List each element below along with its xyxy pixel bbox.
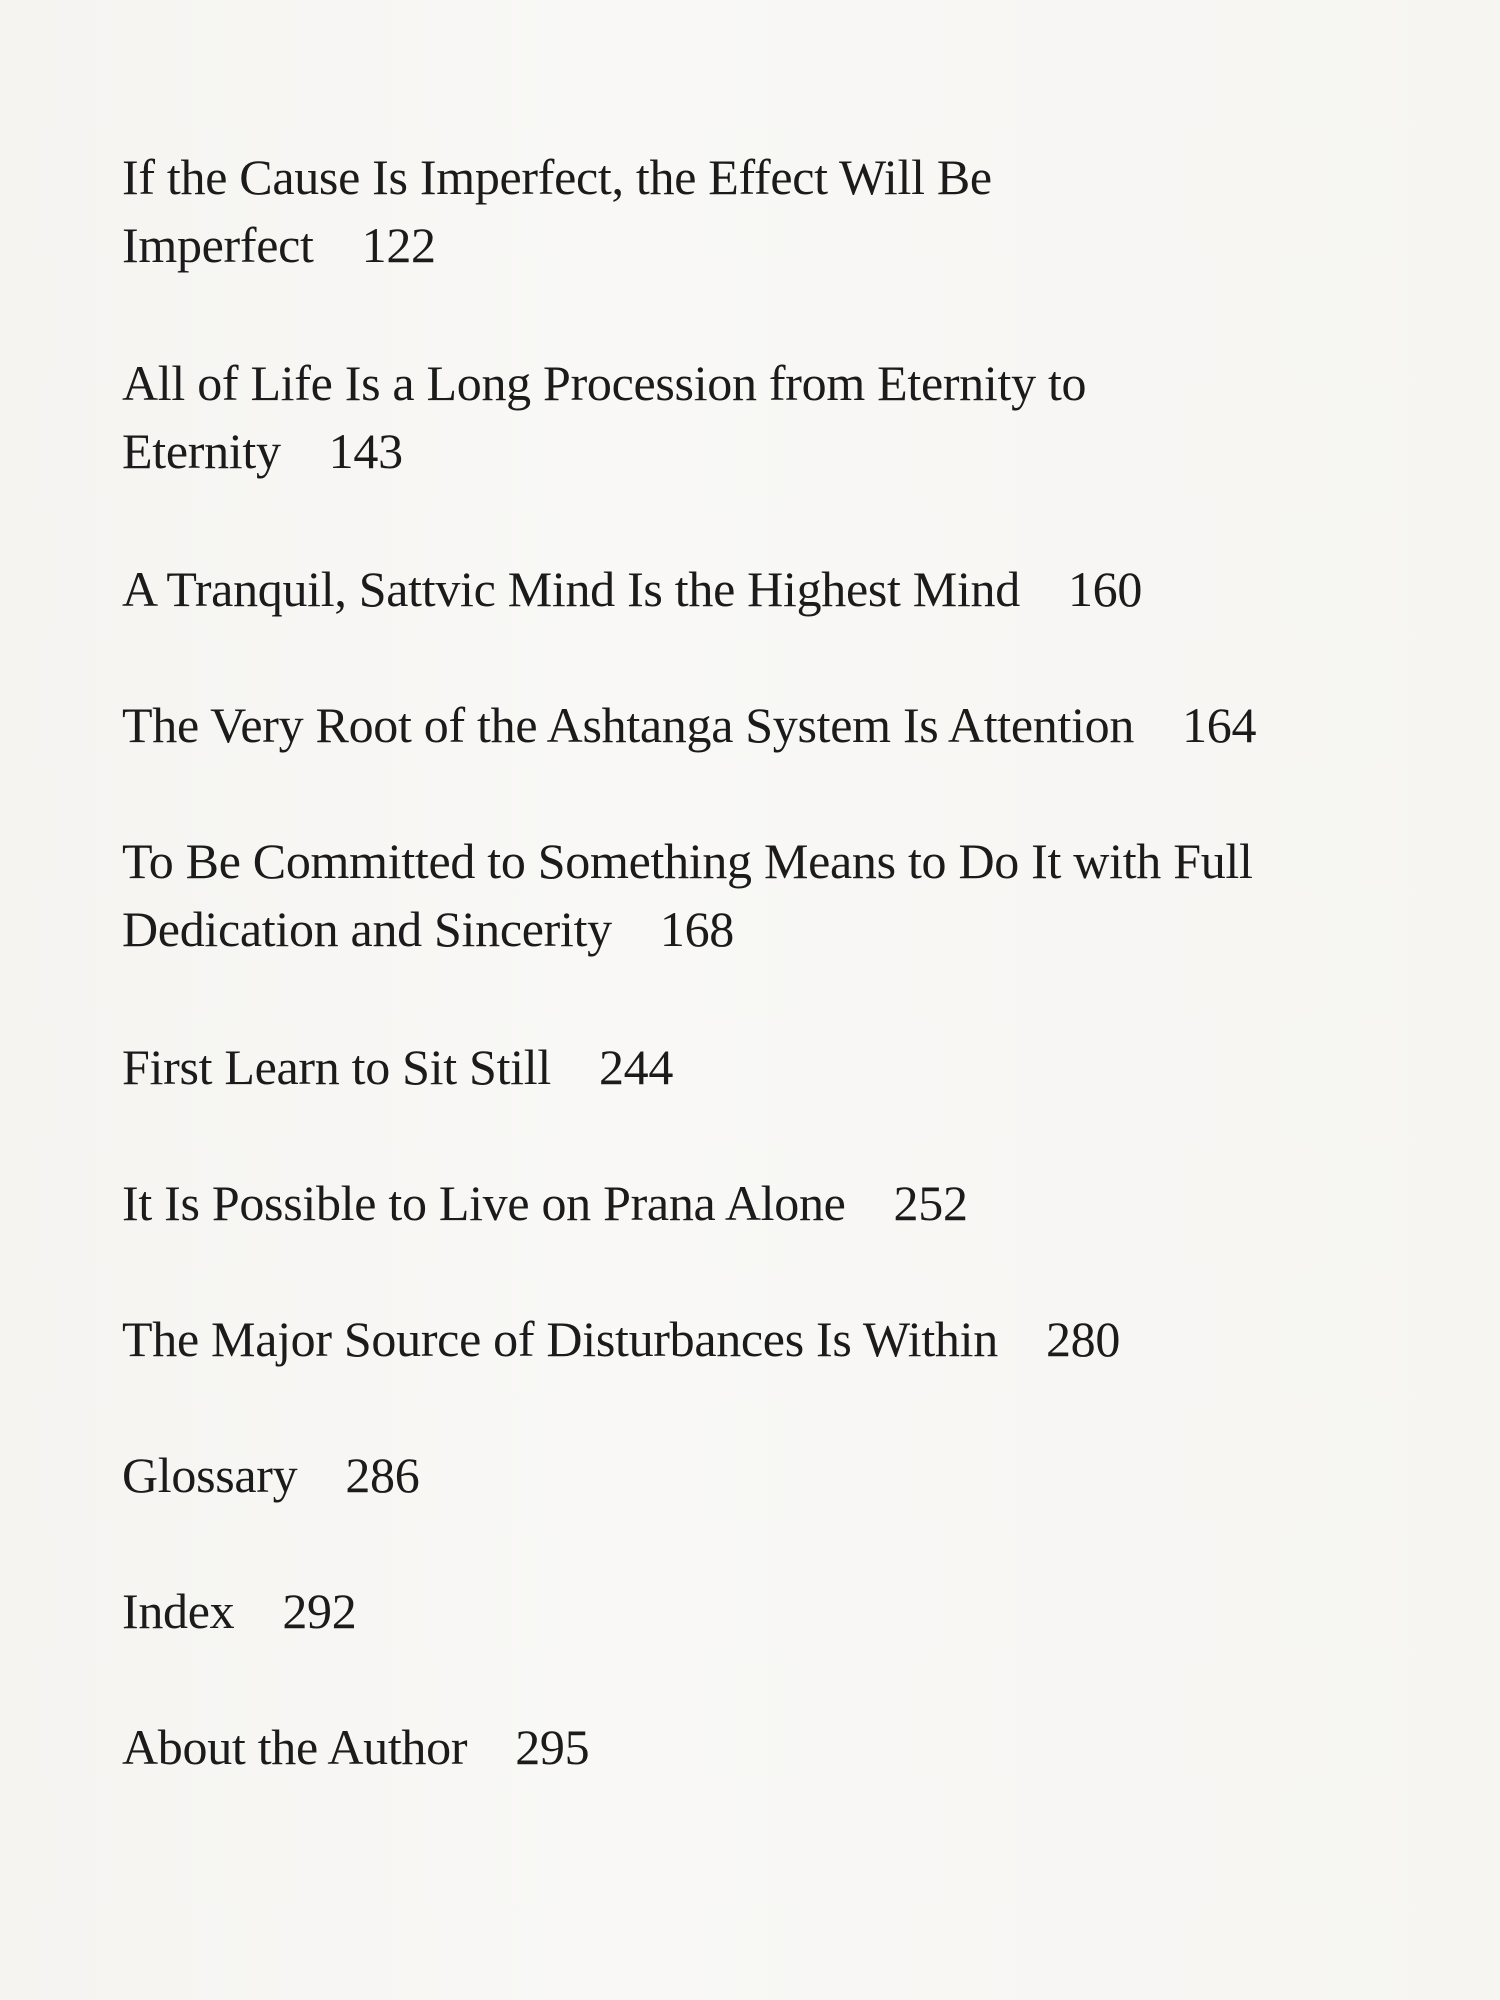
toc-entry-title: Glossary: [122, 1447, 298, 1503]
toc-entry-page: 164: [1182, 697, 1257, 753]
toc-entry-page: 252: [893, 1175, 968, 1231]
toc-entry: [122, 1577, 1422, 1645]
toc-entry-page: 143: [328, 423, 403, 479]
toc-entry: [122, 1713, 1422, 1781]
toc-entry-title: If the Cause Is Imperfect, the Effect Will Be Imperfect: [122, 149, 992, 273]
toc-entry-title: The Very Root of the Ashtanga System Is Attention: [122, 697, 1135, 753]
toc-entry-page: 280: [1045, 1311, 1121, 1367]
toc-entry-title: About the Author: [122, 1719, 468, 1775]
toc-entry: [122, 691, 1422, 759]
toc-entry: [122, 349, 1222, 485]
toc-entry-title: It Is Possible to Live on Prana Alone: [122, 1175, 846, 1231]
toc-entry: [122, 827, 1452, 963]
toc-entry-title: Index: [122, 1583, 235, 1639]
toc-entry-title: All of Life Is a Long Procession from Eternity to Eternity: [122, 355, 1087, 479]
toc-entry: [122, 143, 1122, 279]
toc-entry: [122, 555, 1422, 623]
toc-entry-page: 122: [361, 217, 436, 273]
toc-entry: [122, 1441, 1422, 1509]
toc-entry-title: A Tranquil, Sattvic Mind Is the Highest Mind: [122, 561, 1020, 617]
toc-entry: [122, 1169, 1422, 1237]
toc-entry-title: The Major Source of Disturbances Is Within: [122, 1311, 998, 1367]
toc-entry-title: First Learn to Sit Still: [122, 1039, 551, 1095]
toc-entry: [122, 1033, 1422, 1101]
toc-entry-page: 286: [345, 1447, 420, 1503]
toc-entry-page: 168: [659, 901, 734, 957]
toc-entry-title: To Be Committed to Something Means to Do It with Full Dedication and Sincerity: [122, 833, 1253, 957]
toc-entry-page: 244: [598, 1039, 674, 1095]
toc-entry-page: 295: [515, 1719, 590, 1775]
toc-entry: [122, 1305, 1422, 1373]
toc-entry-page: 292: [282, 1583, 357, 1639]
toc-entry-page: 160: [1067, 561, 1143, 617]
